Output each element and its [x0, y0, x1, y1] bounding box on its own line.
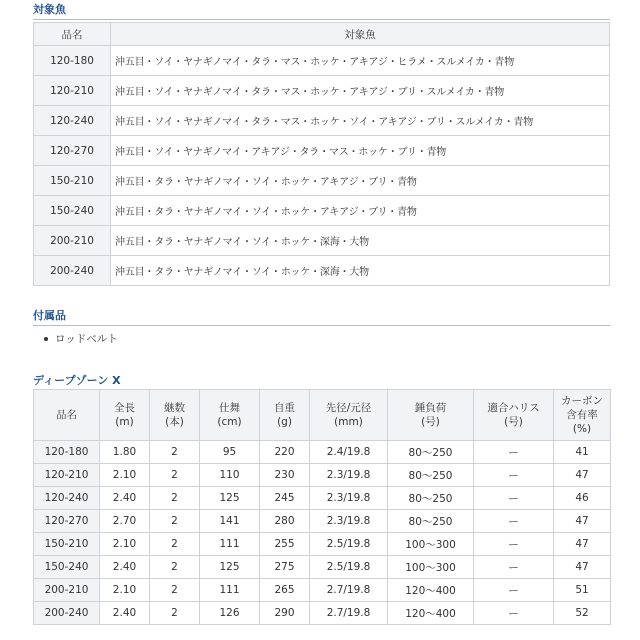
spec-cell: 2 — [150, 510, 200, 533]
spec-cell: ー — [474, 464, 554, 487]
spec-header-text: (%) — [572, 423, 592, 435]
spec-cell: 47 — [554, 510, 611, 533]
spec-header-text: (号) — [421, 416, 440, 428]
table-row — [34, 441, 611, 464]
spec-cell: 47 — [554, 464, 611, 487]
spec-header-cell — [34, 390, 100, 441]
spec-header-text: 錘負荷 — [414, 402, 447, 414]
spec-cell: ー — [474, 533, 554, 556]
spec-cell: 220 — [260, 441, 310, 464]
spec-row-model: 120-240 — [34, 487, 100, 510]
table-row — [34, 464, 611, 487]
spec-table-header-row — [34, 390, 611, 441]
table-row — [34, 579, 611, 602]
spec-header-text: (本) — [165, 416, 184, 428]
table-row — [34, 166, 610, 196]
species-row-model: 200-210 — [34, 226, 111, 256]
accessories-list — [44, 330, 118, 348]
accessories-section-title: 付属品 — [33, 309, 66, 322]
table-row — [34, 46, 610, 76]
spec-cell: 52 — [554, 602, 611, 625]
spec-header-cell — [200, 390, 260, 441]
spec-cell: ー — [474, 602, 554, 625]
species-row-fish-list: 沖五目・ソイ・ヤナギノマイ・タラ・マス・ホッケ・ソイ・アキアジ・ブリ・スルメイカ・青物 — [111, 106, 610, 136]
spec-cell: 125 — [200, 556, 260, 579]
spec-cell: 2.3/19.8 — [310, 464, 388, 487]
table-row — [34, 226, 610, 256]
table-row — [34, 196, 610, 226]
spec-cell: 2.70 — [100, 510, 150, 533]
spec-header-cell — [310, 390, 388, 441]
table-row — [34, 602, 611, 625]
spec-cell: 120～400 — [388, 579, 474, 602]
spec-cell: 2.40 — [100, 487, 150, 510]
product-title: ディープゾーン X — [33, 374, 121, 387]
accessory-label: ロッドベルト — [55, 333, 118, 345]
spec-cell: 2.3/19.8 — [310, 487, 388, 510]
table-row — [34, 556, 611, 579]
spec-cell: 100～300 — [388, 533, 474, 556]
spec-header-text: (g) — [277, 416, 292, 428]
spec-header-text: 全長 — [114, 402, 135, 414]
spec-cell: 2.40 — [100, 602, 150, 625]
spec-header-text: (m) — [115, 416, 134, 428]
spec-header-cell — [554, 390, 611, 441]
spec-cell: 110 — [200, 464, 260, 487]
spec-cell: ー — [474, 510, 554, 533]
spec-header-cell — [150, 390, 200, 441]
spec-cell: 51 — [554, 579, 611, 602]
species-row-fish-list: 沖五目・ソイ・ヤナギノマイ・タラ・マス・ホッケ・アキアジ・ブリ・スルメイカ・青物 — [111, 76, 610, 106]
spec-cell: 245 — [260, 487, 310, 510]
spec-cell: 47 — [554, 556, 611, 579]
spec-cell: 80～250 — [388, 464, 474, 487]
species-row-model: 120-240 — [34, 106, 111, 136]
spec-cell: 2.5/19.8 — [310, 533, 388, 556]
table-row — [34, 533, 611, 556]
species-row-fish-list: 沖五目・タラ・ヤナギノマイ・ソイ・ホッケ・アキアジ・ブリ・青物 — [111, 196, 610, 226]
spec-cell: 46 — [554, 487, 611, 510]
spec-header-text: 継数 — [164, 402, 185, 414]
spec-cell: 2.5/19.8 — [310, 556, 388, 579]
spec-cell: 95 — [200, 441, 260, 464]
spec-row-model: 150-240 — [34, 556, 100, 579]
spec-cell: 290 — [260, 602, 310, 625]
spec-row-model: 200-210 — [34, 579, 100, 602]
spec-cell: ー — [474, 441, 554, 464]
spec-header-cell — [260, 390, 310, 441]
table-row — [34, 136, 610, 166]
spec-cell: 125 — [200, 487, 260, 510]
spec-cell: 2.10 — [100, 579, 150, 602]
spec-cell: 2.4/19.8 — [310, 441, 388, 464]
spec-cell: 275 — [260, 556, 310, 579]
species-row-model: 120-270 — [34, 136, 111, 166]
species-row-fish-list: 沖五目・タラ・ヤナギノマイ・ソイ・ホッケ・深海・大物 — [111, 226, 610, 256]
spec-cell: 41 — [554, 441, 611, 464]
spec-cell: 111 — [200, 579, 260, 602]
species-row-fish-list: 沖五目・ソイ・ヤナギノマイ・タラ・マス・ホッケ・アキアジ・ヒラメ・スルメイカ・青物 — [111, 46, 610, 76]
spec-cell: 141 — [200, 510, 260, 533]
species-row-model: 150-210 — [34, 166, 111, 196]
species-table-header-row — [34, 23, 610, 46]
spec-header-cell — [100, 390, 150, 441]
species-table — [33, 22, 610, 286]
spec-cell: 2 — [150, 533, 200, 556]
spec-cell: 2 — [150, 579, 200, 602]
spec-cell: 1.80 — [100, 441, 150, 464]
spec-cell: 2.7/19.8 — [310, 579, 388, 602]
table-row — [34, 106, 610, 136]
species-row-model: 120-180 — [34, 46, 111, 76]
spec-header-text: 適合ハリス — [487, 402, 540, 414]
spec-cell: 126 — [200, 602, 260, 625]
spec-cell: 2.40 — [100, 556, 150, 579]
spec-cell: 80～250 — [388, 441, 474, 464]
table-row — [34, 487, 611, 510]
spec-header-text: (cm) — [217, 416, 242, 428]
spec-cell: 2.7/19.8 — [310, 602, 388, 625]
spec-cell: ー — [474, 579, 554, 602]
spec-header-text: 自重 — [274, 402, 295, 414]
spec-header-text: 仕舞 — [219, 402, 240, 414]
spec-cell: 120～400 — [388, 602, 474, 625]
spec-cell: 80～250 — [388, 510, 474, 533]
spec-cell: 2 — [150, 464, 200, 487]
spec-cell: 255 — [260, 533, 310, 556]
species-row-fish-list: 沖五目・ソイ・ヤナギノマイ・アキアジ・タラ・マス・ホッケ・ブリ・青物 — [111, 136, 610, 166]
table-row — [34, 256, 610, 286]
spec-cell: 230 — [260, 464, 310, 487]
spec-header-text: 先径/元径 — [325, 402, 372, 414]
spec-cell: 265 — [260, 579, 310, 602]
bullet-icon — [44, 337, 48, 341]
spec-cell: 2.10 — [100, 533, 150, 556]
spec-row-model: 150-210 — [34, 533, 100, 556]
species-row-model: 120-210 — [34, 76, 111, 106]
species-row-fish-list: 沖五目・タラ・ヤナギノマイ・ソイ・ホッケ・深海・大物 — [111, 256, 610, 286]
spec-row-model: 120-270 — [34, 510, 100, 533]
spec-header-text: (mm) — [334, 416, 363, 428]
spec-cell: 2 — [150, 441, 200, 464]
spec-row-model: 120-180 — [34, 441, 100, 464]
spec-row-model: 200-240 — [34, 602, 100, 625]
species-section-divider — [33, 19, 610, 20]
spec-cell: 80～250 — [388, 487, 474, 510]
spec-cell: 111 — [200, 533, 260, 556]
table-row — [34, 510, 611, 533]
species-row-model: 150-240 — [34, 196, 111, 226]
spec-cell: 2.10 — [100, 464, 150, 487]
list-item — [44, 330, 118, 348]
accessories-section-divider — [33, 325, 610, 326]
spec-header-text: 含有率 — [566, 409, 598, 421]
spec-table — [33, 389, 611, 625]
spec-cell: 280 — [260, 510, 310, 533]
spec-header-text: カーボン — [561, 395, 603, 407]
spec-header-text: (号) — [504, 416, 523, 428]
spec-cell: ー — [474, 487, 554, 510]
species-header-model: 品名 — [34, 23, 111, 46]
species-header-species: 対象魚 — [111, 23, 610, 46]
table-row — [34, 76, 610, 106]
species-section-title: 対象魚 — [33, 3, 66, 16]
spec-cell: 2 — [150, 487, 200, 510]
species-row-fish-list: 沖五目・タラ・ヤナギノマイ・ソイ・ホッケ・アキアジ・ブリ・青物 — [111, 166, 610, 196]
spec-cell: ー — [474, 556, 554, 579]
spec-header-cell — [474, 390, 554, 441]
species-row-model: 200-240 — [34, 256, 111, 286]
spec-cell: 2.3/19.8 — [310, 510, 388, 533]
spec-cell: 2 — [150, 556, 200, 579]
spec-cell: 100～300 — [388, 556, 474, 579]
spec-cell: 2 — [150, 602, 200, 625]
spec-header-text: 品名 — [56, 409, 77, 421]
spec-cell: 47 — [554, 533, 611, 556]
spec-row-model: 120-210 — [34, 464, 100, 487]
spec-header-cell — [388, 390, 474, 441]
